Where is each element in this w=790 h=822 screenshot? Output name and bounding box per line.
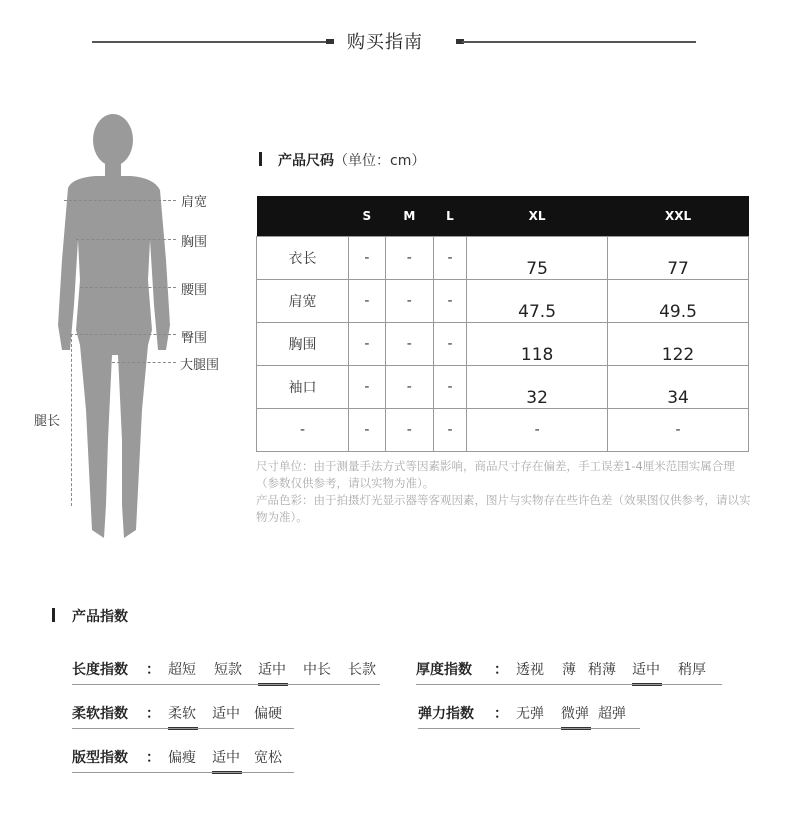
- index-option: 偏瘦: [168, 750, 196, 766]
- table-cell: -: [467, 409, 608, 452]
- table-cell: -: [433, 366, 466, 409]
- table-cell: -: [349, 237, 386, 280]
- figure-label-hip: 臀围: [181, 331, 208, 346]
- page-title: 购买指南: [347, 32, 423, 53]
- size-header-cell: XXL: [608, 196, 749, 237]
- table-cell: -: [433, 237, 466, 280]
- size-note: 尺寸单位：由于测量手法方式等因素影响，商品尺寸存在偏差，手工误差1-4厘米范围实属合理（参数仅供参考，请以实物为准）。: [256, 459, 735, 490]
- size-table-header: [257, 196, 749, 237]
- index-baseline: [72, 684, 380, 685]
- figure-label-thigh: 大腿围: [180, 358, 220, 373]
- table-cell: -: [385, 366, 433, 409]
- table-cell: -: [385, 409, 433, 452]
- table-cell: 118: [467, 323, 608, 366]
- size-header-cell: L: [433, 196, 466, 237]
- table-cell: 122: [608, 323, 749, 366]
- header-line-right: [462, 41, 696, 43]
- index-row: [418, 699, 640, 729]
- index-label: 版型指数: [72, 750, 128, 766]
- size-unit-text: （单位：cm）: [334, 153, 426, 169]
- index-colon: ：: [146, 662, 160, 678]
- table-row: [257, 366, 749, 409]
- index-section-title: 产品指数: [72, 609, 128, 625]
- index-option: 微弹: [561, 706, 589, 722]
- index-option: 适中: [212, 706, 240, 722]
- table-cell: 77: [608, 237, 749, 280]
- index-option: 适中: [258, 662, 286, 678]
- index-row: [72, 655, 380, 685]
- figure-label-leg-length: 腿长: [34, 414, 61, 429]
- index-option: 稍厚: [678, 662, 706, 678]
- index-baseline: [72, 728, 294, 729]
- table-cell: -: [349, 280, 386, 323]
- index-option: 超弹: [598, 706, 626, 722]
- hip-measure-line: [70, 334, 176, 335]
- index-option: 偏硬: [254, 706, 282, 722]
- header-dash-left: [326, 39, 334, 44]
- chest-measure-line: [76, 239, 176, 240]
- index-baseline: [72, 772, 294, 773]
- figure-label-chest: 胸围: [181, 235, 208, 250]
- figure-label-shoulder: 肩宽: [181, 195, 208, 210]
- size-header-cell: [257, 196, 349, 237]
- index-baseline: [416, 684, 722, 685]
- table-cell: 32: [467, 366, 608, 409]
- table-cell: 49.5: [608, 280, 749, 323]
- body-silhouette: [50, 110, 180, 550]
- table-cell: -: [385, 280, 433, 323]
- table-row: [257, 237, 749, 280]
- table-cell: 34: [608, 366, 749, 409]
- index-option: 长款: [348, 662, 376, 678]
- index-label: 柔软指数: [72, 706, 128, 722]
- header-line-left: [92, 41, 328, 43]
- figure-label-waist: 腰围: [181, 283, 208, 298]
- index-label: 弹力指数: [418, 706, 474, 722]
- index-option: 中长: [303, 662, 331, 678]
- index-row: [416, 655, 722, 685]
- index-baseline: [418, 728, 640, 729]
- size-header-cell: M: [385, 196, 433, 237]
- index-option: 无弹: [516, 706, 544, 722]
- index-option: 柔软: [168, 706, 196, 722]
- index-colon: ：: [146, 750, 160, 766]
- index-option: 适中: [632, 662, 660, 678]
- index-row: [72, 699, 294, 729]
- size-header-cell: XL: [467, 196, 608, 237]
- table-cell: 肩宽: [257, 280, 349, 323]
- table-cell: 47.5: [467, 280, 608, 323]
- index-option: 透视: [516, 662, 544, 678]
- table-cell: -: [433, 280, 466, 323]
- waist-measure-line: [80, 287, 176, 288]
- table-cell: -: [349, 323, 386, 366]
- size-header-cell: S: [349, 196, 386, 237]
- index-colon: ：: [494, 662, 508, 678]
- table-cell: 衣长: [257, 237, 349, 280]
- index-colon: ：: [494, 706, 508, 722]
- table-cell: -: [433, 409, 466, 452]
- index-label: 长度指数: [72, 662, 128, 678]
- table-cell: -: [349, 409, 386, 452]
- leg-length-line: [71, 334, 72, 506]
- thigh-measure-line: [112, 362, 176, 363]
- size-table: [256, 196, 749, 452]
- table-cell: -: [385, 237, 433, 280]
- table-row: [257, 280, 749, 323]
- table-cell: -: [257, 409, 349, 452]
- index-option: 短款: [214, 662, 242, 678]
- table-cell: -: [433, 323, 466, 366]
- index-colon: ：: [146, 706, 160, 722]
- table-row: [257, 323, 749, 366]
- index-option: 薄: [562, 662, 576, 678]
- table-cell: 胸围: [257, 323, 349, 366]
- index-row: [72, 743, 294, 773]
- index-option: 超短: [168, 662, 196, 678]
- table-cell: 袖口: [257, 366, 349, 409]
- table-cell: -: [385, 323, 433, 366]
- table-cell: -: [608, 409, 749, 452]
- index-option: 宽松: [254, 750, 282, 766]
- color-note: 产品色彩：由于拍摄灯光显示器等客观因素，图片与实物存在些许色差（效果图仅供参考，请以实物为准）。: [256, 493, 751, 524]
- index-section-bar: [52, 608, 55, 622]
- shoulder-measure-line: [64, 200, 176, 201]
- size-title-text: 产品尺码: [278, 153, 334, 169]
- size-section-title: [278, 150, 425, 170]
- table-cell: 75: [467, 237, 608, 280]
- index-label: 厚度指数: [416, 662, 472, 678]
- index-option: 适中: [212, 750, 240, 766]
- table-cell: -: [349, 366, 386, 409]
- size-section-bar: [259, 152, 262, 166]
- index-option: 稍薄: [588, 662, 616, 678]
- table-row: [257, 409, 749, 452]
